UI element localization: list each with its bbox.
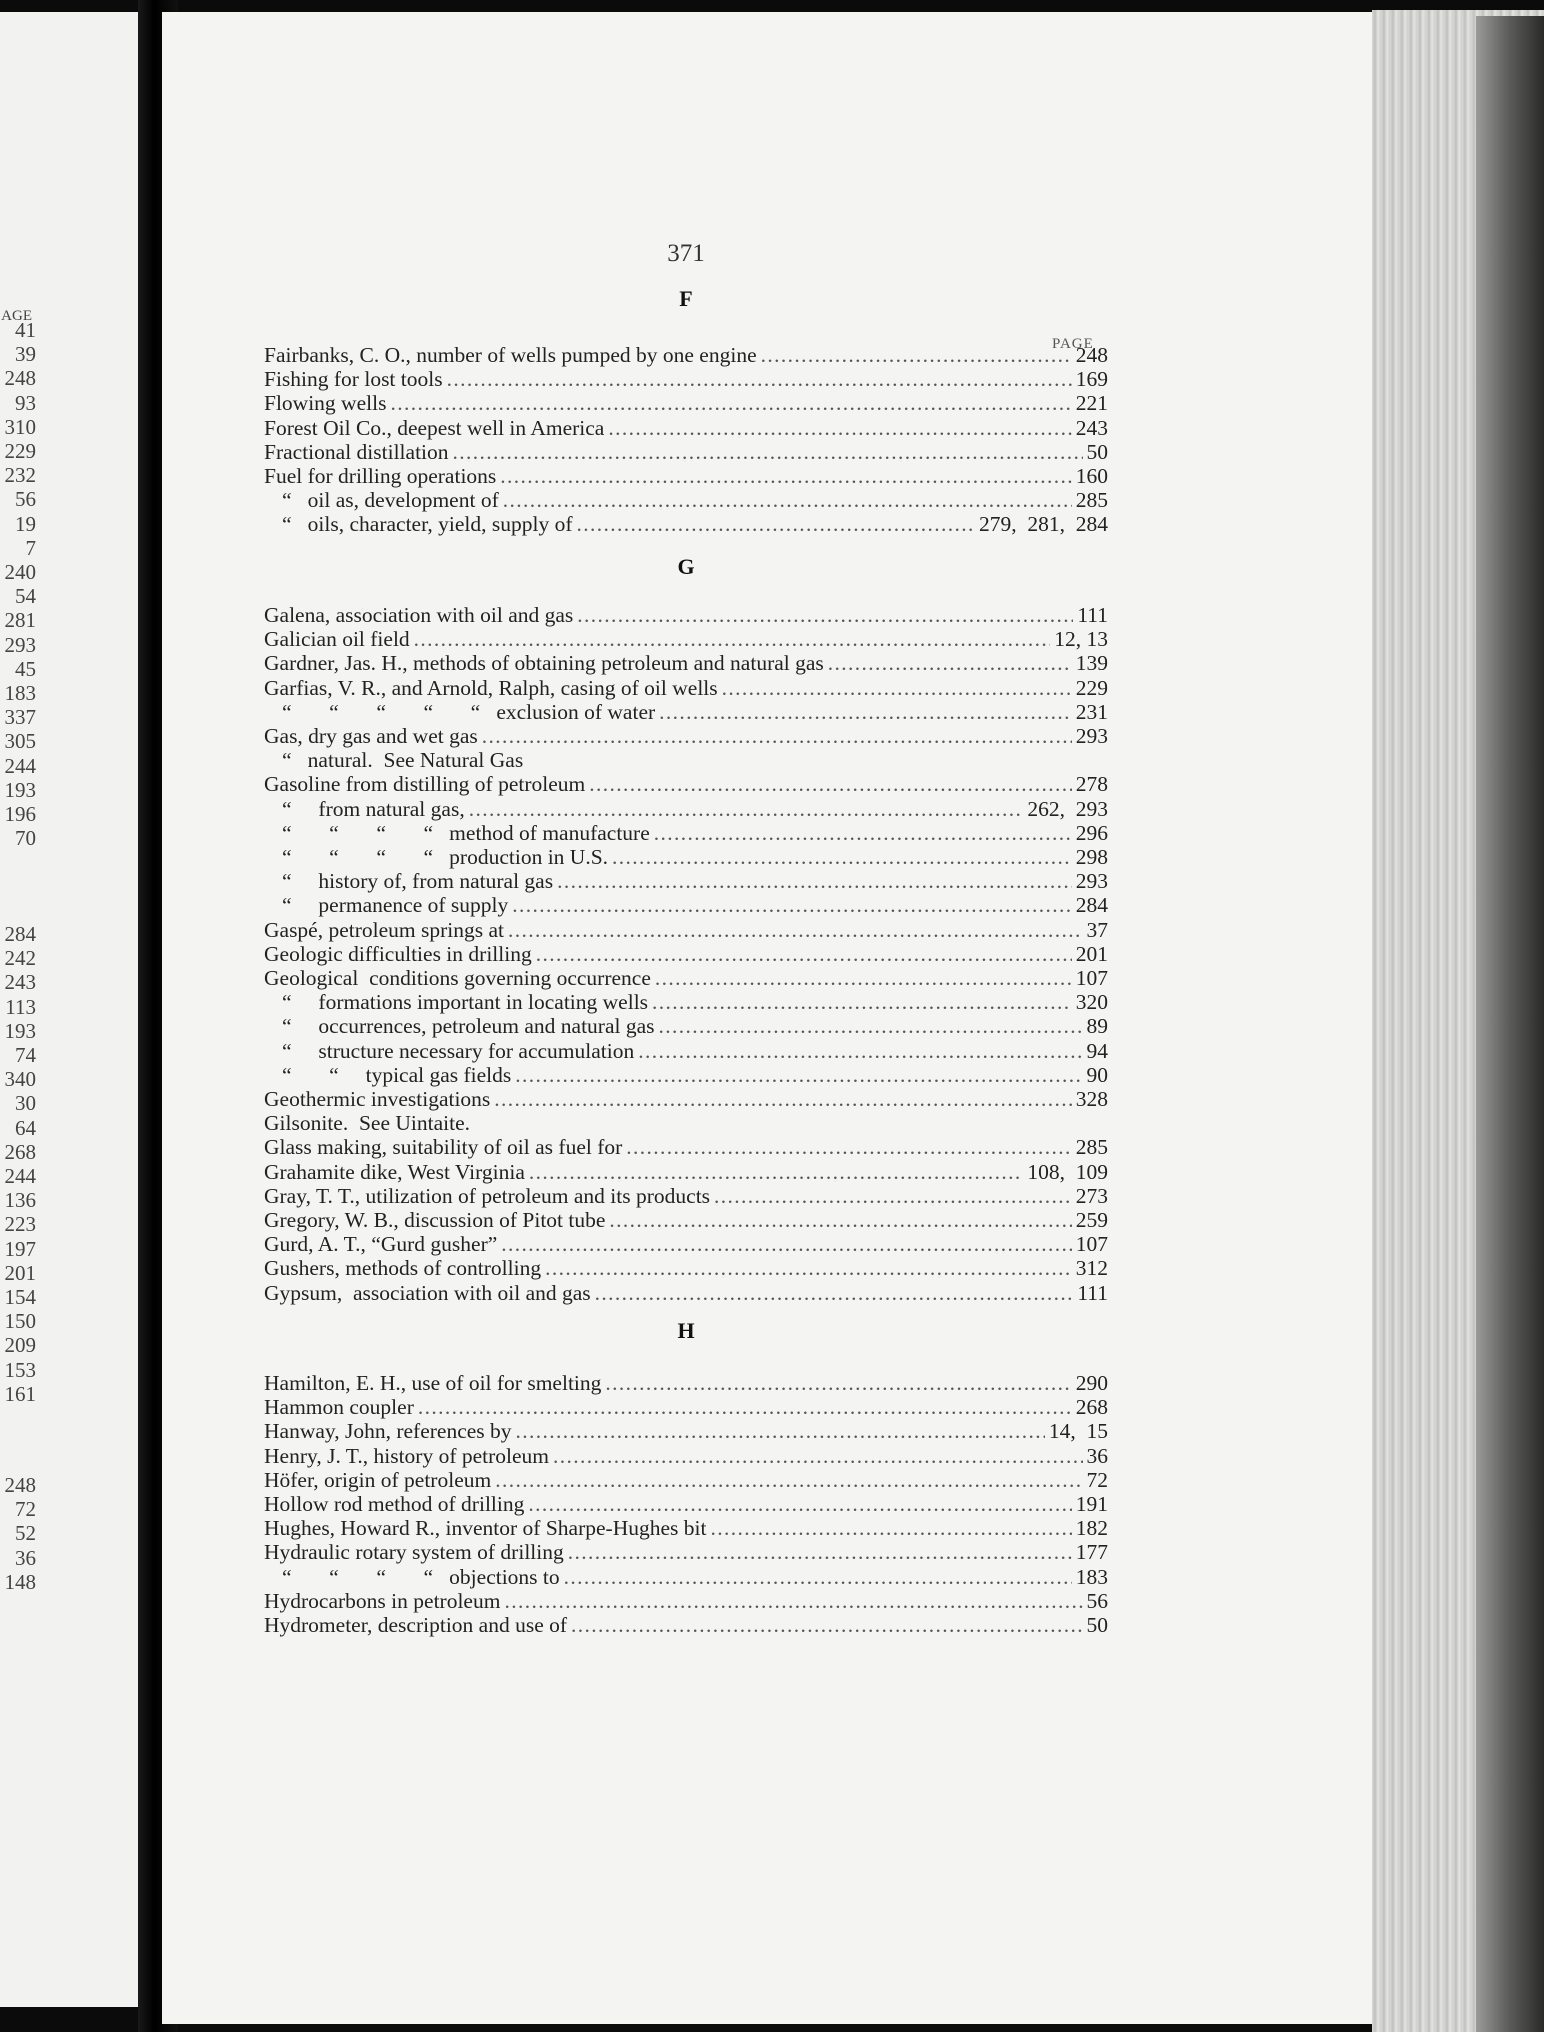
index-entry-pages: 107	[1075, 1232, 1108, 1257]
index-entry-text: history of, from natural gas	[318, 869, 554, 894]
previous-page-number: 196	[4, 802, 36, 826]
previous-page-number: 36	[15, 1545, 36, 1570]
section-letter-g: G	[677, 554, 695, 579]
index-entry	[264, 1516, 1108, 1540]
ditto-marks: “	[282, 869, 319, 894]
index-entry	[264, 440, 1108, 464]
index-entry-text: Grahamite dike, West Virginia	[264, 1159, 525, 1184]
index-entry-text: Hughes, Howard R., inventor of Sharpe-Hughes bit	[264, 1516, 707, 1541]
index-entry-pages: 94	[1086, 1038, 1108, 1063]
index-entry-pages: 160	[1075, 464, 1108, 488]
index-entry-pages: 248	[1075, 343, 1108, 367]
index-entry-text: Gurd, A. T., “Gurd gusher”	[264, 1232, 498, 1257]
index-entry-text: Hanway, John, references by	[264, 1419, 512, 1444]
dot-leader	[504, 1589, 1082, 1613]
index-entry-text: occurrences, petroleum and natural gas	[318, 1014, 655, 1039]
dot-leader	[564, 1565, 1072, 1589]
previous-page-number: 74	[15, 1043, 36, 1067]
index-entry	[264, 1111, 1108, 1135]
index-entry	[264, 416, 1108, 440]
dot-leader	[453, 440, 1083, 464]
index-entry-pages: 312	[1075, 1256, 1108, 1281]
index-entry-text: Glass making, suitability of oil as fuel for	[264, 1135, 623, 1160]
index-entry	[264, 748, 1108, 772]
section-letter-h: H	[677, 1318, 695, 1343]
index-entry-text: Hollow rod method of drilling	[264, 1492, 525, 1516]
index-entry	[264, 1232, 1108, 1256]
dot-leader	[545, 1256, 1072, 1280]
index-entry	[264, 1395, 1108, 1419]
index-entry-pages: 201	[1075, 941, 1108, 966]
index-entry-pages: 111	[1077, 603, 1108, 627]
index-entry	[264, 651, 1108, 675]
dot-leader	[515, 1063, 1082, 1087]
index-entry	[264, 1613, 1108, 1637]
index-entry-pages: 328	[1075, 1087, 1108, 1111]
previous-page-number: 64	[15, 1115, 36, 1140]
ditto-marks: “	[282, 1038, 319, 1063]
index-entry-pages: 259	[1075, 1208, 1108, 1232]
ditto-marks: “ “ “ “	[282, 845, 450, 869]
index-entry	[264, 1540, 1108, 1564]
ditto-marks: “	[282, 893, 319, 918]
index-entry	[264, 603, 1108, 627]
previous-page-number: 193	[4, 777, 36, 802]
index-entry-pages: 262, 293	[1027, 796, 1108, 821]
index-entry-pages: 56	[1086, 1588, 1108, 1613]
index-entry	[264, 966, 1108, 990]
previous-page-number: 310	[4, 414, 36, 439]
index-entry-pages: 284	[1075, 893, 1108, 918]
index-entry	[264, 1589, 1108, 1613]
index-entry-pages: 72	[1086, 1467, 1108, 1492]
dot-leader	[659, 700, 1072, 724]
index-entry-text: formations important in locating wells	[318, 990, 649, 1015]
index-entry-text: production in U.S.	[449, 845, 609, 869]
index-entry	[264, 1208, 1108, 1232]
dot-leader	[494, 1087, 1071, 1111]
dot-leader	[501, 1232, 1071, 1256]
dot-leader	[655, 966, 1072, 990]
index-entry-pages: 14, 15	[1048, 1419, 1108, 1444]
previous-page-number: 52	[15, 1521, 36, 1546]
index-entry-pages: 107	[1075, 966, 1108, 990]
index-entry-pages: 320	[1075, 990, 1108, 1015]
previous-page-number: 201	[4, 1260, 36, 1285]
index-entry-pages: 285	[1075, 488, 1108, 513]
index-entry-text: permanence of supply	[318, 893, 509, 918]
previous-page-number: 113	[5, 994, 36, 1019]
dot-leader	[652, 990, 1072, 1014]
index-entry	[264, 1419, 1108, 1443]
index-entry	[264, 893, 1108, 917]
previous-page-number: 337	[4, 705, 36, 730]
dot-leader	[659, 1014, 1083, 1038]
index-entry	[264, 1281, 1108, 1305]
index-entry-text: structure necessary for accumulation	[318, 1038, 635, 1063]
index-entry	[264, 367, 1108, 391]
previous-page-number: 232	[4, 463, 36, 488]
dot-leader	[557, 869, 1072, 893]
index-entry	[264, 343, 1108, 367]
dot-leader	[589, 772, 1071, 796]
index-entry-pages: 273	[1075, 1183, 1108, 1208]
index-entry-text: Hamilton, E. H., use of oil for smelting	[264, 1371, 602, 1395]
index-entry-text: Gardner, Jas. H., methods of obtaining petroleum and natural gas	[264, 651, 824, 676]
previous-page-number: 70	[15, 826, 36, 851]
index-entry-text: exclusion of water	[496, 699, 656, 724]
dot-leader	[828, 651, 1072, 675]
previous-page-number: 197	[4, 1236, 36, 1261]
dot-leader	[553, 1444, 1082, 1468]
index-entry-pages: 290	[1075, 1371, 1108, 1395]
index-entry-text: Hydrocarbons in petroleum	[264, 1588, 501, 1613]
index-entry	[264, 627, 1108, 651]
ditto-marks: “	[282, 990, 319, 1015]
index-entry-text: Gasoline from distilling of petroleum	[264, 772, 586, 797]
index-entry-text: oil as, development of	[307, 488, 499, 513]
previous-page-number: 54	[15, 584, 36, 609]
index-entry-text: Geothermic investigations	[264, 1087, 491, 1111]
index-entry-text: Gray, T. T., utilization of petroleum and its products	[264, 1183, 711, 1208]
previous-page-number: 30	[15, 1091, 36, 1116]
previous-page-number: 244	[4, 1164, 36, 1188]
section-letter-f: F	[679, 286, 693, 311]
index-entry	[264, 797, 1108, 821]
dot-leader	[503, 488, 1072, 512]
previous-page-number: 148	[4, 1569, 36, 1594]
previous-page-number: 268	[4, 1139, 36, 1164]
ditto-marks: “ “ “ “	[282, 820, 450, 845]
index-entry-text: Henry, J. T., history of petroleum	[264, 1443, 550, 1468]
previous-page-number: 240	[4, 560, 36, 584]
index-entry-pages: 278	[1075, 772, 1108, 797]
previous-page-number: 223	[4, 1212, 36, 1237]
index-entry-text: Garfias, V. R., and Arnold, Ralph, casing of oil wells	[264, 675, 718, 700]
ditto-marks: “	[282, 512, 308, 537]
page-stack-shadow	[1476, 16, 1544, 2032]
index-entry-pages: 229	[1075, 675, 1108, 700]
dot-leader	[626, 1135, 1071, 1159]
page-number: 371	[667, 240, 705, 267]
index-entry	[264, 942, 1108, 966]
index-entry-text: Gypsum, association with oil and gas	[264, 1280, 591, 1305]
index-entry-text: Fractional distillation	[264, 439, 449, 464]
index-entry-pages: 169	[1075, 367, 1108, 392]
index-entry-pages: 268	[1075, 1395, 1108, 1420]
index-entry-text: Hydrometer, description and use of	[264, 1613, 568, 1637]
index-entry-text: Fairbanks, C. O., number of wells pumped by one engine	[264, 343, 757, 367]
index-entry-pages: 177	[1075, 1540, 1108, 1565]
index-entry-text: objections to	[449, 1564, 560, 1589]
index-entry	[264, 1184, 1108, 1208]
previous-page-number: 136	[4, 1188, 36, 1213]
index-entry-pages: 12, 13	[1054, 627, 1108, 652]
dot-leader	[512, 893, 1071, 917]
previous-page-number: 72	[15, 1497, 36, 1522]
index-entry-text: natural. See Natural Gas	[307, 748, 524, 773]
dot-leader	[495, 1468, 1082, 1492]
dot-leader	[500, 464, 1071, 488]
dot-leader	[714, 1184, 1072, 1208]
previous-page-header-fragment: AGE	[1, 308, 32, 324]
index-entry-pages: 182	[1075, 1516, 1108, 1541]
previous-page-number: 242	[4, 946, 36, 971]
index-entry-text: typical gas fields	[365, 1062, 512, 1087]
ditto-marks: “	[282, 748, 308, 773]
index-entry-pages: 183	[1075, 1564, 1108, 1589]
index-entry-text: Gilsonite. See Uintaite.	[264, 1111, 471, 1136]
previous-page-number: 243	[4, 970, 36, 995]
index-entry-text: method of manufacture	[449, 820, 650, 845]
index-entry-pages: 191	[1075, 1492, 1108, 1516]
previous-page-number: 45	[15, 656, 36, 681]
index-entry-text: Hammon coupler	[264, 1395, 414, 1420]
index-entry-pages: 293	[1075, 869, 1108, 894]
index-entry	[264, 990, 1108, 1014]
index-entry	[264, 1135, 1108, 1159]
index-entry-pages: 243	[1075, 415, 1108, 440]
previous-page-number: 248	[4, 1473, 36, 1497]
dot-leader	[571, 1613, 1082, 1637]
previous-page-number: 209	[4, 1333, 36, 1358]
previous-page-number: 153	[4, 1357, 36, 1382]
index-entry	[264, 464, 1108, 488]
dot-leader	[516, 1419, 1045, 1443]
index-entry-pages: 139	[1075, 651, 1108, 676]
index-entry-pages: 279, 281, 284	[979, 512, 1108, 537]
index-entry-text: from natural gas,	[318, 796, 465, 821]
dot-leader	[577, 603, 1073, 627]
previous-page-number: 244	[4, 753, 36, 778]
index-entry	[264, 1063, 1108, 1087]
previous-page-number: 56	[15, 487, 36, 512]
dot-leader	[605, 1371, 1071, 1395]
index-entry-text: Geologic difficulties in drilling	[264, 941, 532, 966]
index-entry	[264, 1444, 1108, 1468]
index-entry-pages: 293	[1075, 724, 1108, 748]
dot-leader	[568, 1540, 1072, 1564]
previous-page-number: 293	[4, 632, 36, 657]
index-entry-pages: 285	[1075, 1135, 1108, 1160]
previous-page-number: 93	[15, 390, 36, 415]
index-entry-text: Gregory, W. B., discussion of Pitot tube	[264, 1208, 606, 1232]
dot-leader	[536, 942, 1072, 966]
ditto-marks: “	[282, 488, 308, 513]
index-entry-text: Höfer, origin of petroleum	[264, 1467, 492, 1492]
previous-page-number: 39	[15, 342, 36, 367]
previous-page-number: 154	[4, 1285, 36, 1309]
dot-leader	[609, 1208, 1071, 1232]
previous-page-number: 7	[25, 535, 36, 560]
previous-page-number: 150	[4, 1309, 36, 1334]
dot-leader	[722, 676, 1072, 700]
ditto-marks: “	[282, 796, 319, 821]
ditto-marks: “ “	[282, 1062, 366, 1087]
index-entry-text: Fishing for lost tools	[264, 367, 443, 392]
previous-page-number: 248	[4, 366, 36, 391]
index-entry-pages: 111	[1077, 1280, 1108, 1305]
previous-page-number: 340	[4, 1067, 36, 1092]
dot-leader	[508, 918, 1082, 942]
index-entry	[264, 1371, 1108, 1395]
dot-leader	[482, 724, 1072, 748]
previous-page-number: 161	[4, 1381, 36, 1406]
index-entry	[264, 1565, 1108, 1589]
dot-leader	[447, 367, 1072, 391]
index-entry-text: oils, character, yield, supply of	[307, 512, 573, 537]
index-entry-pages: 50	[1086, 1613, 1108, 1637]
index-entry	[264, 1492, 1108, 1516]
dot-leader	[612, 845, 1072, 869]
previous-page-number: 183	[4, 681, 36, 705]
dot-leader	[761, 343, 1072, 367]
index-entry-text: Gushers, methods of controlling	[264, 1256, 542, 1281]
dot-leader	[638, 1039, 1082, 1063]
index-entry	[264, 1256, 1108, 1280]
dot-leader	[414, 627, 1051, 651]
index-entry	[264, 1087, 1108, 1111]
index-entry-pages: 37	[1086, 917, 1108, 942]
index-entry-pages: 221	[1075, 391, 1108, 416]
index-entry-text: Fuel for drilling operations	[264, 464, 497, 488]
index-entry-text: Galena, association with oil and gas	[264, 603, 574, 627]
index-entry-text: Galician oil field	[264, 627, 410, 652]
index-entry	[264, 772, 1108, 796]
ditto-marks: “ “ “ “ “	[282, 699, 497, 724]
dot-leader	[390, 391, 1071, 415]
index-entry-pages: 296	[1075, 820, 1108, 845]
index-entry-text: Hydraulic rotary system of drilling	[264, 1540, 564, 1565]
index-entry	[264, 676, 1108, 700]
previous-page-number: 281	[4, 608, 36, 633]
index-entry	[264, 724, 1108, 748]
ditto-marks: “	[282, 1014, 319, 1039]
index-entry-pages: 231	[1075, 699, 1108, 724]
dot-leader	[654, 821, 1072, 845]
dot-leader	[595, 1281, 1074, 1305]
dot-leader	[608, 416, 1071, 440]
dot-leader	[577, 512, 976, 536]
index-entry-text: Geological conditions governing occurrence	[264, 966, 651, 990]
dot-leader	[418, 1395, 1072, 1419]
index-entry-pages: 90	[1086, 1062, 1108, 1087]
page-column-header: PAGE	[1052, 336, 1094, 352]
index-entry	[264, 1468, 1108, 1492]
index-entry-text: Forest Oil Co., deepest well in America	[264, 415, 605, 440]
index-entry	[264, 869, 1108, 893]
index-entry-pages: 89	[1086, 1014, 1108, 1039]
index-entry	[264, 391, 1108, 415]
index-entry	[264, 488, 1108, 512]
index-entry-text: Gaspé, petroleum springs at	[264, 917, 505, 942]
previous-page-number: 193	[4, 1018, 36, 1043]
index-entry	[264, 1014, 1108, 1038]
index-entry-pages: 108, 109	[1027, 1159, 1108, 1184]
index-entry-text: Gas, dry gas and wet gas	[264, 724, 478, 748]
index-entry	[264, 918, 1108, 942]
index-entry	[264, 821, 1108, 845]
previous-page-number: 19	[15, 511, 36, 536]
previous-page-number: 284	[4, 922, 36, 946]
ditto-marks: “ “ “ “	[282, 1564, 450, 1589]
dot-leader	[469, 797, 1024, 821]
previous-page-number: 41	[15, 318, 36, 342]
index-entry-pages: 298	[1075, 845, 1108, 869]
index-entry	[264, 512, 1108, 536]
dot-leader	[528, 1492, 1071, 1516]
dot-leader	[529, 1160, 1023, 1184]
previous-page-number: 305	[4, 729, 36, 754]
index-entry	[264, 845, 1108, 869]
previous-page-number: 229	[4, 439, 36, 463]
index-entry	[264, 1039, 1108, 1063]
index-entry	[264, 700, 1108, 724]
index-entry-pages: 36	[1086, 1443, 1108, 1468]
dot-leader	[710, 1516, 1071, 1540]
index-entry-pages: 50	[1086, 439, 1108, 464]
index-entry-text: Flowing wells	[264, 391, 387, 416]
index-entry	[264, 1160, 1108, 1184]
